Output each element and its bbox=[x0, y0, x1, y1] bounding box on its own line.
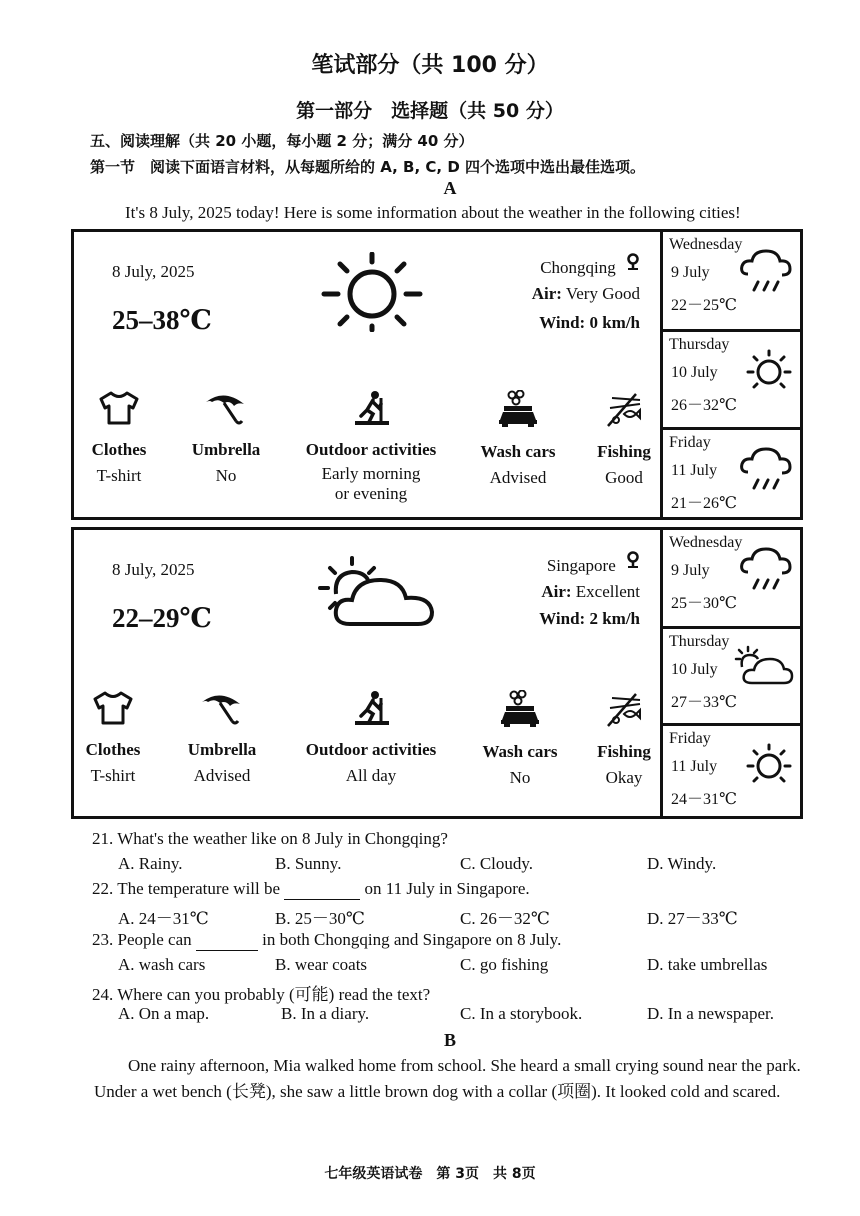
option-24-d[interactable]: D. In a newspaper. bbox=[647, 1004, 774, 1023]
question-22: 22. The temperature will be on 11 July in Singapore. bbox=[92, 879, 530, 898]
passage-b-text: One rainy afternoon, Mia walked home from school. She heard a small crying sound near the park. Under a wet bench (长凳), she saw a little brown dog with a collar (项圈). It looked cold and scared. bbox=[94, 1056, 801, 1101]
activity-wash-cars bbox=[472, 390, 564, 488]
question-23: 23. People can in both Chongqing and Singapore on 8 July. bbox=[92, 930, 562, 949]
activity-umbrella bbox=[182, 390, 270, 486]
activity-value: Early morning bbox=[321, 464, 421, 483]
treadmill-icon bbox=[351, 690, 391, 726]
activity-value: T-shirt bbox=[96, 466, 142, 485]
answer-blank[interactable] bbox=[284, 879, 360, 900]
sunny-icon bbox=[320, 252, 424, 332]
forecast-cell-wednesday bbox=[663, 530, 800, 626]
rain-cloud-icon bbox=[738, 444, 794, 492]
forecast-temp: 22－25℃ bbox=[671, 297, 737, 314]
activity-umbrella bbox=[178, 690, 266, 786]
wind-speed: Wind: 2 km/h bbox=[539, 609, 640, 628]
option-22-a[interactable]: A. 24－31℃ bbox=[118, 909, 209, 928]
option-21-c[interactable]: C. Cloudy. bbox=[460, 854, 534, 873]
location-pin-icon bbox=[626, 253, 640, 271]
forecast-day: Wednesday bbox=[669, 236, 743, 253]
car-wash-icon bbox=[498, 690, 542, 728]
activity-clothes bbox=[74, 690, 152, 786]
forecast-cell-wednesday bbox=[663, 232, 800, 329]
activity-label: Wash cars bbox=[482, 742, 558, 761]
activity-value: Okay bbox=[605, 768, 643, 787]
section-heading: 五、阅读理解（共 20 小题，每小题 2 分；满分 40 分） bbox=[90, 132, 474, 150]
card-date: 8 July, 2025 bbox=[112, 560, 195, 579]
sun-icon bbox=[744, 740, 794, 788]
question-24: 24. Where can you probably (可能) read the text? bbox=[92, 985, 431, 1004]
forecast-date: 11 July bbox=[671, 462, 718, 479]
activity-outdoor bbox=[288, 690, 454, 786]
activity-label: Wash cars bbox=[480, 442, 556, 461]
forecast-date: 11 July bbox=[671, 758, 718, 775]
forecast-day: Thursday bbox=[669, 336, 730, 353]
weather-card-singapore bbox=[71, 527, 803, 819]
card-date: 8 July, 2025 bbox=[112, 262, 195, 281]
sun-icon bbox=[744, 346, 794, 394]
forecast-day: Friday bbox=[669, 434, 711, 451]
forecast-day: Friday bbox=[669, 730, 711, 747]
forecast-date: 9 July bbox=[671, 264, 710, 281]
option-24-c[interactable]: C. In a storybook. bbox=[460, 1004, 583, 1023]
option-21-d[interactable]: D. Windy. bbox=[647, 854, 717, 873]
activity-value-line2: or evening bbox=[334, 484, 408, 503]
activity-label: Fishing bbox=[597, 442, 651, 461]
activity-label: Umbrella bbox=[187, 740, 257, 759]
weather-card-chongqing bbox=[71, 229, 803, 520]
tshirt-icon bbox=[91, 690, 135, 726]
activity-fishing bbox=[590, 690, 658, 788]
activity-fishing bbox=[590, 390, 658, 488]
city-name: Singapore bbox=[547, 551, 640, 576]
activity-value: Advised bbox=[193, 766, 251, 785]
forecast-column bbox=[660, 530, 800, 816]
activity-label: Fishing bbox=[597, 742, 651, 761]
activity-label: Umbrella bbox=[191, 440, 261, 459]
option-23-b[interactable]: B. wear coats bbox=[275, 955, 368, 974]
air-quality: Air: Excellent bbox=[541, 582, 640, 601]
forecast-cell-friday bbox=[663, 723, 800, 816]
forecast-temp: 21－26℃ bbox=[671, 495, 737, 512]
option-23-c[interactable]: C. go fishing bbox=[460, 955, 549, 974]
activity-value: All day bbox=[345, 766, 397, 785]
partly-cloudy-icon bbox=[734, 643, 794, 691]
option-23-a[interactable]: A. wash cars bbox=[118, 955, 206, 974]
activity-label: Outdoor activities bbox=[305, 740, 437, 759]
umbrella-icon bbox=[202, 390, 250, 426]
activity-value: Advised bbox=[489, 468, 547, 487]
answer-blank[interactable] bbox=[196, 930, 258, 951]
forecast-temp: 25－30℃ bbox=[671, 595, 737, 612]
page-footer: 七年级英语试卷 第 3页 共 8页 bbox=[324, 1166, 536, 1182]
air-quality: Air: Very Good bbox=[531, 284, 640, 303]
option-21-b[interactable]: B. Sunny. bbox=[275, 854, 342, 873]
card-temperature: 25–38℃ bbox=[112, 305, 212, 335]
city-name: Chongqing bbox=[540, 253, 640, 278]
question-21: 21. What's the weather like on 8 July in Chongqing? bbox=[92, 829, 448, 848]
activity-outdoor bbox=[288, 390, 454, 504]
tshirt-icon bbox=[97, 390, 141, 426]
section-instruction: 第一节 阅读下面语言材料，从每题所给的 A, B, C, D 四个选项中选出最佳选项。 bbox=[90, 158, 645, 176]
forecast-temp: 27－33℃ bbox=[671, 694, 737, 711]
activity-wash-cars bbox=[474, 690, 566, 788]
rain-cloud-icon bbox=[738, 544, 794, 592]
forecast-cell-thursday bbox=[663, 626, 800, 723]
option-24-a[interactable]: A. On a map. bbox=[118, 1004, 210, 1023]
activity-value: No bbox=[215, 466, 237, 485]
option-22-b[interactable]: B. 25－30℃ bbox=[275, 909, 365, 928]
rain-cloud-icon bbox=[738, 246, 794, 294]
option-24-b[interactable]: B. In a diary. bbox=[281, 1004, 370, 1023]
option-21-a[interactable]: A. Rainy. bbox=[118, 854, 183, 873]
activity-label: Clothes bbox=[85, 740, 141, 759]
activity-value: Good bbox=[605, 468, 643, 487]
forecast-date: 10 July bbox=[671, 661, 718, 678]
passage-b-label: B bbox=[443, 1030, 456, 1050]
forecast-cell-thursday bbox=[663, 329, 800, 427]
passage-a-label: A bbox=[443, 178, 457, 198]
option-23-d[interactable]: D. take umbrellas bbox=[647, 955, 768, 974]
activity-label: Clothes bbox=[91, 440, 147, 459]
partly-cloudy-icon bbox=[314, 554, 438, 630]
fishing-icon bbox=[604, 690, 644, 728]
treadmill-icon bbox=[351, 390, 391, 426]
forecast-column bbox=[660, 232, 800, 517]
exam-section-title: 笔试部分（共 100 分） bbox=[311, 53, 549, 78]
option-22-c[interactable]: C. 26－32℃ bbox=[460, 909, 550, 928]
activity-label: Outdoor activities bbox=[305, 440, 437, 459]
umbrella-icon bbox=[198, 690, 246, 726]
activity-value: No bbox=[509, 768, 531, 787]
forecast-temp: 24－31℃ bbox=[671, 791, 737, 808]
forecast-cell-friday bbox=[663, 427, 800, 517]
car-wash-icon bbox=[496, 390, 540, 428]
forecast-day: Thursday bbox=[669, 633, 730, 650]
wind-speed: Wind: 0 km/h bbox=[539, 313, 640, 332]
forecast-day: Wednesday bbox=[669, 534, 743, 551]
card-temperature: 22–29℃ bbox=[112, 603, 212, 633]
part-title: 第一部分 选择题（共 50 分） bbox=[296, 100, 564, 122]
forecast-date: 10 July bbox=[671, 364, 718, 381]
option-22-d[interactable]: D. 27－33℃ bbox=[647, 909, 738, 928]
fishing-icon bbox=[604, 390, 644, 428]
forecast-temp: 26－32℃ bbox=[671, 397, 737, 414]
location-pin-icon bbox=[626, 551, 640, 569]
forecast-date: 9 July bbox=[671, 562, 710, 579]
activity-value: T-shirt bbox=[90, 766, 136, 785]
activity-clothes bbox=[80, 390, 158, 486]
passage-a-intro: It's 8 July, 2025 today! Here is some information about the weather in the following cities! bbox=[125, 203, 741, 222]
